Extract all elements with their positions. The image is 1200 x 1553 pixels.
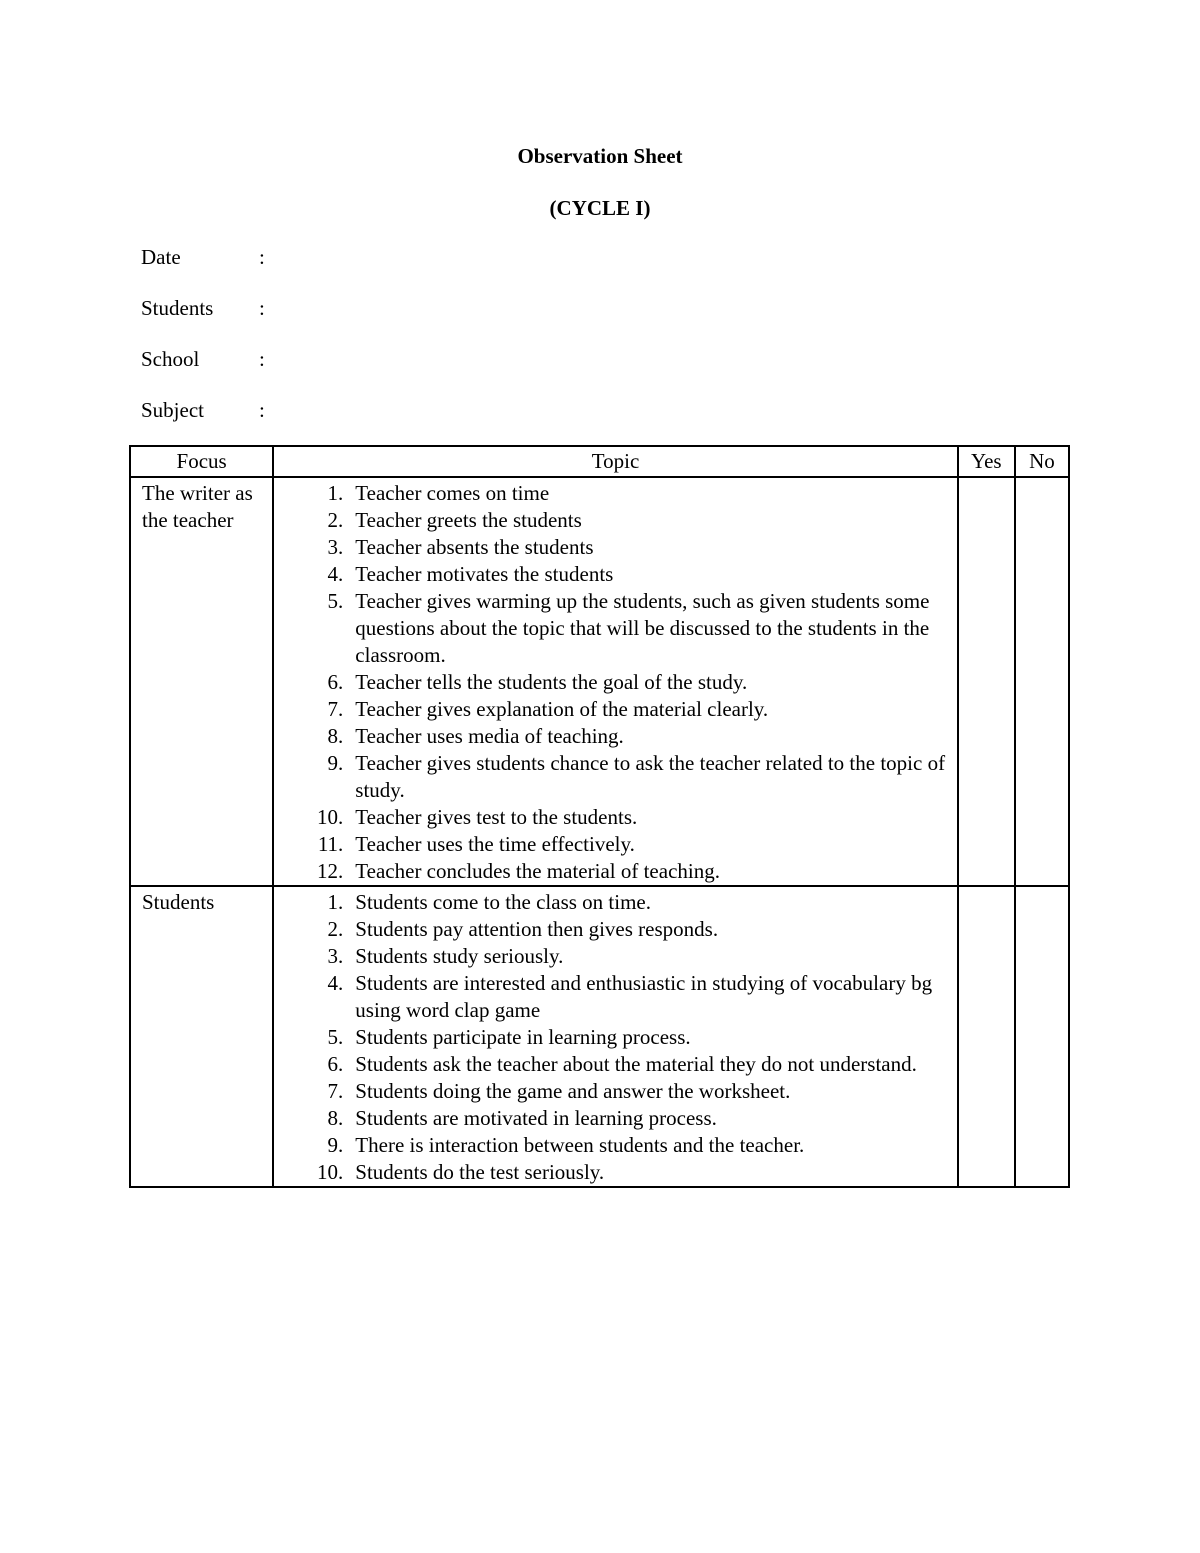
list-item xyxy=(274,1132,956,1159)
item-number: 12. xyxy=(317,859,344,883)
item-text: Teacher gives test to the students. xyxy=(355,805,638,829)
item-number: 3. xyxy=(327,535,344,559)
no-cell xyxy=(1015,886,1069,1187)
list-item xyxy=(274,588,956,669)
list-item xyxy=(274,534,956,561)
topic-list xyxy=(274,887,956,1186)
item-text: Students do the test seriously. xyxy=(355,1160,605,1184)
item-number: 9. xyxy=(327,1133,344,1157)
list-item xyxy=(274,970,956,1024)
list-item xyxy=(274,1024,956,1051)
list-item xyxy=(274,1051,956,1078)
list-item xyxy=(274,916,956,943)
yes-cell xyxy=(958,477,1015,886)
item-number: 11. xyxy=(317,832,344,856)
field-separator: : xyxy=(259,398,265,422)
item-text: Teacher comes on time xyxy=(355,481,550,505)
field-students xyxy=(141,296,265,320)
list-item xyxy=(274,507,956,534)
list-item xyxy=(274,1159,956,1186)
item-text: Students are motivated in learning process. xyxy=(355,1106,717,1130)
topic-list xyxy=(274,478,956,885)
yes-cell xyxy=(958,886,1015,1187)
table-header-row xyxy=(130,446,1069,477)
item-number: 6. xyxy=(327,670,344,694)
item-number: 2. xyxy=(327,508,344,532)
field-subject xyxy=(141,398,265,422)
item-number: 6. xyxy=(327,1052,344,1076)
item-number: 7. xyxy=(327,1079,344,1103)
item-number: 3. xyxy=(327,944,344,968)
document-title: Observation Sheet xyxy=(517,144,683,168)
list-item xyxy=(274,1078,956,1105)
field-school xyxy=(141,347,265,371)
item-text: Teacher gives students chance to ask the teacher related to the topic of study. xyxy=(355,751,946,802)
item-number: 10. xyxy=(317,1160,344,1184)
item-number: 7. xyxy=(327,697,344,721)
list-item xyxy=(274,889,956,916)
item-number: 2. xyxy=(327,917,344,941)
item-number: 9. xyxy=(327,751,344,775)
list-item xyxy=(274,723,956,750)
field-label: Date xyxy=(141,245,181,269)
field-label: Students xyxy=(141,296,214,320)
item-number: 4. xyxy=(327,971,344,995)
item-text: There is interaction between students and the teacher. xyxy=(355,1133,805,1157)
list-item xyxy=(274,669,956,696)
list-item xyxy=(274,750,956,804)
item-text: Teacher greets the students xyxy=(355,508,582,532)
list-item xyxy=(274,858,956,885)
observation-table xyxy=(129,445,1070,1188)
item-number: 1. xyxy=(327,890,344,914)
list-item xyxy=(274,943,956,970)
field-separator: : xyxy=(259,347,265,371)
item-text: Teacher uses media of teaching. xyxy=(355,724,624,748)
item-text: Students ask the teacher about the material they do not understand. xyxy=(355,1052,917,1076)
item-text: Teacher tells the students the goal of the study. xyxy=(355,670,748,694)
item-text: Students are interested and enthusiastic in studying of vocabulary bg using word clap game xyxy=(355,971,933,1022)
field-label: Subject xyxy=(141,398,204,422)
item-text: Students doing the game and answer the worksheet. xyxy=(355,1079,791,1103)
item-number: 1. xyxy=(327,481,344,505)
item-text: Students come to the class on time. xyxy=(355,890,651,914)
item-text: Teacher gives explanation of the material clearly. xyxy=(355,697,769,721)
header-no: No xyxy=(1015,446,1069,477)
table-row xyxy=(130,477,1069,886)
item-number: 8. xyxy=(327,724,344,748)
item-number: 10. xyxy=(317,805,344,829)
field-label: School xyxy=(141,347,200,371)
no-cell xyxy=(1015,477,1069,886)
item-text: Teacher concludes the material of teaching. xyxy=(355,859,720,883)
list-item xyxy=(274,1105,956,1132)
item-number: 5. xyxy=(327,589,344,613)
focus-cell: The writer as the teacher xyxy=(130,477,273,886)
item-text: Students study seriously. xyxy=(355,944,564,968)
item-text: Teacher gives warming up the students, such as given students some questions about the topic that will be discussed to the students in the classroom. xyxy=(355,589,930,667)
field-separator: : xyxy=(259,296,265,320)
topic-cell xyxy=(273,477,957,886)
field-date xyxy=(141,245,265,269)
cycle-subtitle: (CYCLE I) xyxy=(549,196,651,220)
list-item xyxy=(274,831,956,858)
header-topic: Topic xyxy=(273,446,957,477)
list-item xyxy=(274,480,956,507)
list-item xyxy=(274,561,956,588)
item-number: 8. xyxy=(327,1106,344,1130)
item-text: Teacher absents the students xyxy=(355,535,594,559)
header-yes: Yes xyxy=(958,446,1015,477)
table-row xyxy=(130,886,1069,1187)
header-focus: Focus xyxy=(130,446,273,477)
focus-cell: Students xyxy=(130,886,273,1187)
item-number: 5. xyxy=(327,1025,344,1049)
list-item xyxy=(274,804,956,831)
item-text: Teacher motivates the students xyxy=(355,562,614,586)
item-text: Teacher uses the time effectively. xyxy=(355,832,635,856)
field-separator: : xyxy=(259,245,265,269)
item-text: Students pay attention then gives responds. xyxy=(355,917,719,941)
item-text: Students participate in learning process. xyxy=(355,1025,691,1049)
item-number: 4. xyxy=(327,562,344,586)
topic-cell xyxy=(273,886,957,1187)
list-item xyxy=(274,696,956,723)
